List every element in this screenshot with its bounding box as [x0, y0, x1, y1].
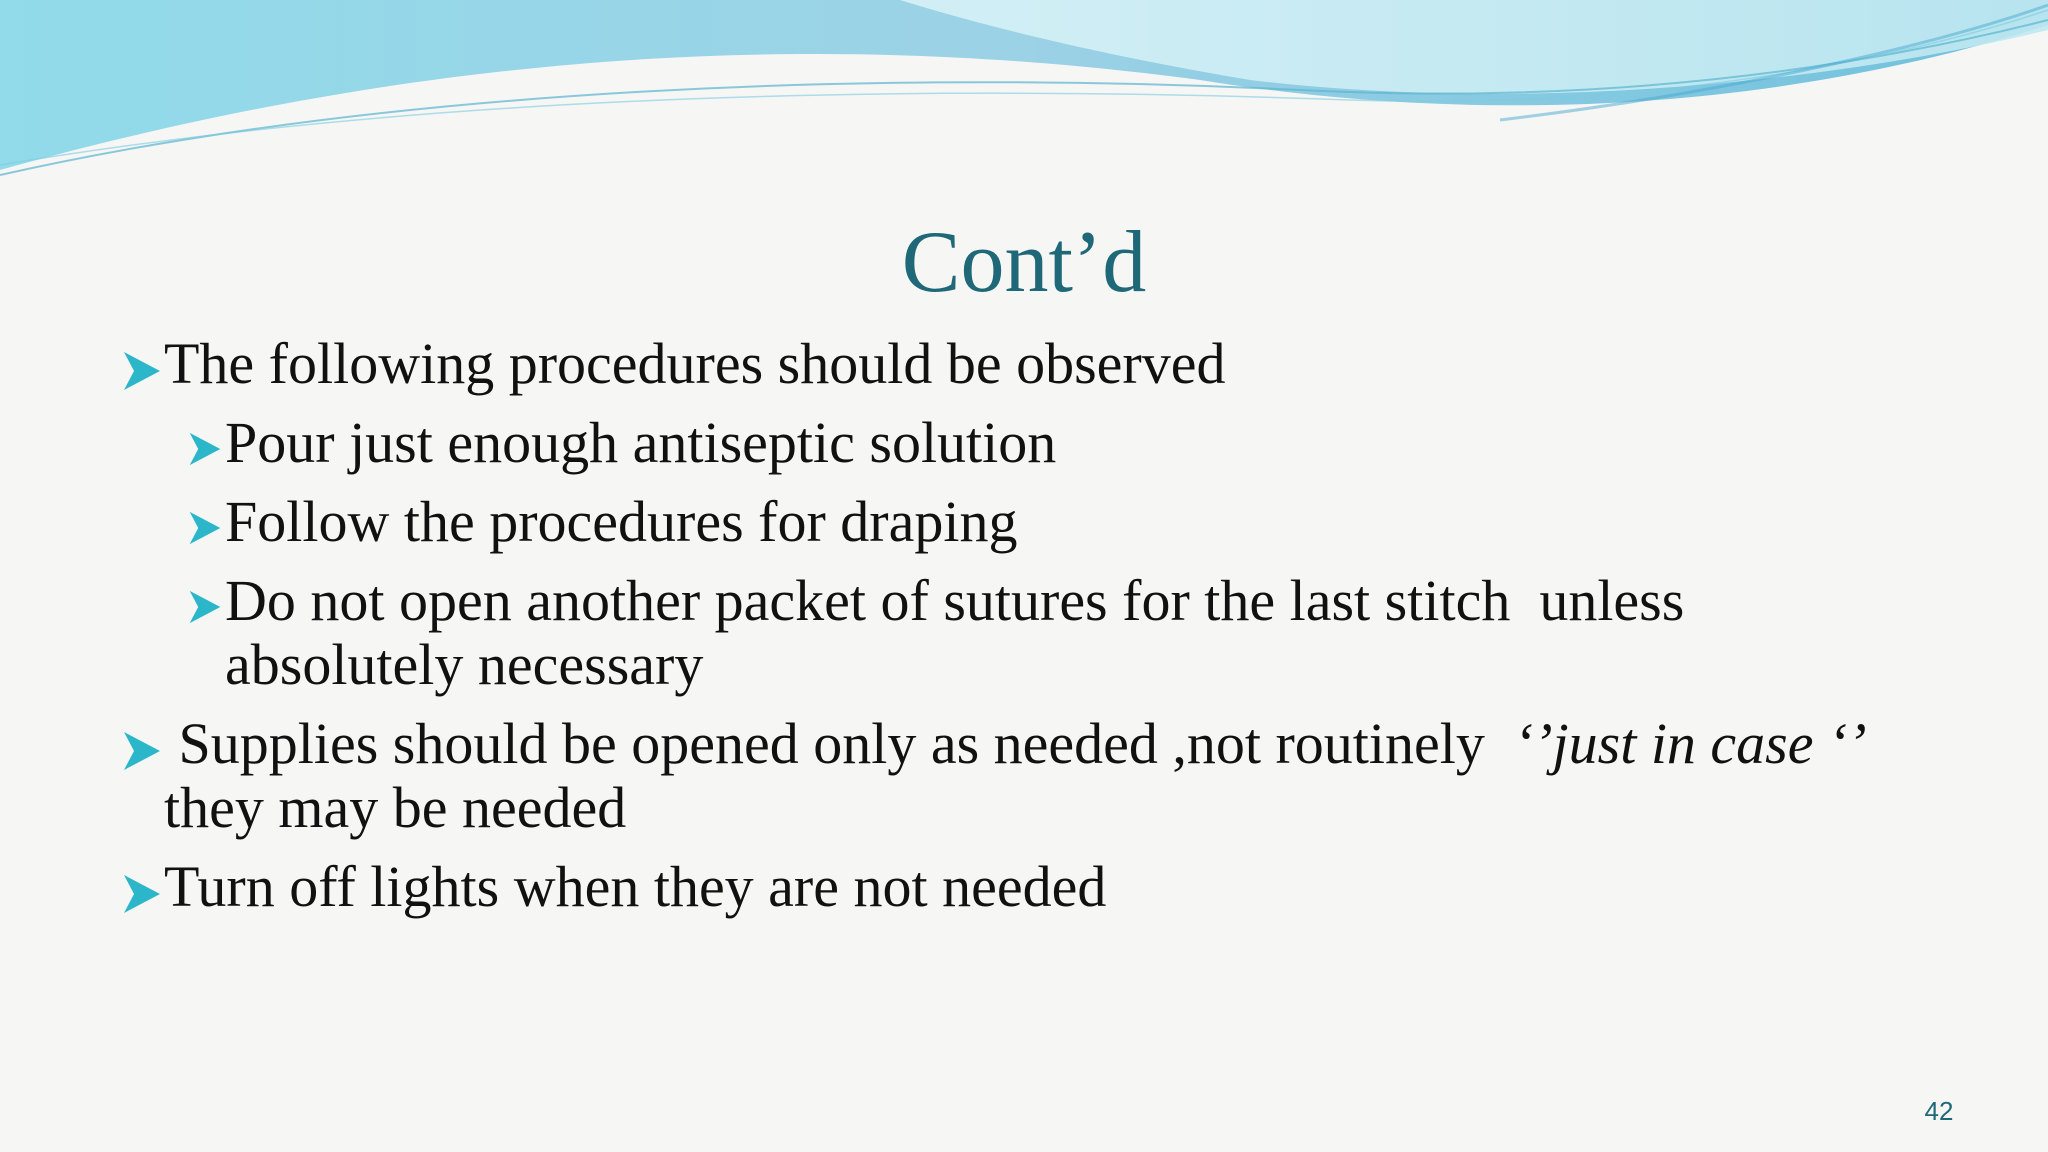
bullet-text: Turn off lights when they are not needed: [164, 854, 1107, 919]
bullet-text-line2: absolutely necessary: [225, 632, 704, 697]
bullet-text-italic-quote: ‘’just in case ‘’: [1513, 711, 1867, 776]
bullet-text: Follow the procedures for draping: [225, 489, 1018, 554]
bullet-item: [122, 855, 1106, 919]
bullet-item: [122, 332, 1225, 396]
sub-bullet-item: [188, 411, 1056, 475]
bullet-text-line1: [164, 712, 1867, 776]
bullet-text: Pour just enough antiseptic solution: [225, 410, 1057, 475]
page-number: 42: [1924, 1096, 1954, 1126]
arrowhead-bullet-icon: [122, 873, 162, 915]
bullet-item: [122, 712, 1867, 840]
bullet-text: The following procedures should be observed: [164, 331, 1226, 396]
arrowhead-bullet-icon: [188, 431, 222, 467]
sub-bullet-item: [188, 569, 1684, 697]
arrowhead-bullet-icon: [188, 510, 222, 546]
arrowhead-bullet-icon: [188, 589, 222, 625]
bullet-text-main: Supplies should be opened only as needed ,not routinely: [164, 711, 1514, 776]
header-wave-decoration: [0, 0, 2048, 200]
slide-title: Cont’d: [901, 214, 1147, 311]
bullet-text-line1: Do not open another packet of sutures for the last stitch unless: [225, 568, 1685, 633]
arrowhead-bullet-icon: [122, 730, 162, 772]
bullet-text-line2: they may be needed: [164, 775, 627, 840]
sub-bullet-item: [188, 490, 1017, 554]
arrowhead-bullet-icon: [122, 350, 162, 392]
